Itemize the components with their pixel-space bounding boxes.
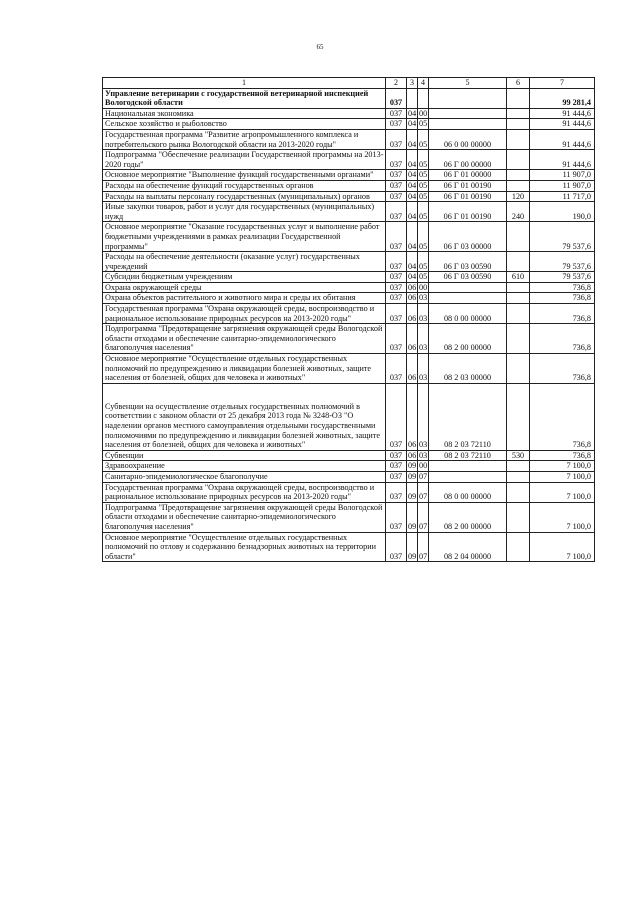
table-row — [103, 304, 595, 324]
row-subsection: 05 — [419, 170, 428, 180]
row-target-article: 08 2 03 00000 — [429, 354, 507, 384]
row-target-article — [429, 119, 507, 130]
row-code: 037 — [386, 180, 407, 191]
table-row — [103, 180, 595, 191]
row-target-article: 08 0 00 00000 — [429, 304, 507, 324]
row-name: Расходы на обеспечение деятельности (оказание услуг) государственных учреждений — [103, 252, 386, 272]
table-row — [103, 191, 595, 202]
column-header: 1 — [103, 78, 386, 89]
row-section: 06 — [407, 304, 418, 324]
row-amount: 91 444,6 — [530, 108, 595, 119]
row-subsection: 03 — [418, 324, 429, 354]
row-name: Сельское хозяйство и рыболовство — [103, 119, 386, 130]
row-name: Подпрограмма "Предотвращение загрязнения окружающей среды Вологодской области отходами и обеспечение санитарно-эпидемиологического благополучия населения" — [103, 324, 386, 354]
row-section: 09 — [408, 461, 417, 471]
table-row — [103, 252, 595, 272]
row-name: Государственная программа "Развитие агропромышленного комплекса и потребительского рынка Вологодской области на 2013-2020 годы" — [103, 129, 386, 149]
row-amount: 190,0 — [530, 202, 595, 222]
row-section: 09 — [407, 502, 418, 532]
row-expense-type — [507, 252, 530, 272]
row-code: 037 — [386, 304, 407, 324]
row-amount: 736,8 — [530, 304, 595, 324]
row-name: Основное мероприятие "Оказание государственных услуг и выполнение работ бюджетными учреждениями в рамках реализации Государственной программы" — [103, 222, 386, 252]
table-row — [103, 88, 595, 108]
row-target-article — [429, 293, 507, 304]
row-amount: 79 537,6 — [530, 272, 595, 283]
row-amount: 736,8 — [530, 282, 595, 293]
row-section: 04 — [408, 180, 417, 190]
row-target-article: 08 2 03 72110 — [429, 450, 507, 461]
row-amount: 99 281,4 — [530, 88, 595, 108]
row-expense-type — [507, 282, 530, 293]
row-section: 04 — [407, 222, 418, 252]
row-subsection — [418, 88, 429, 108]
row-section: 04 — [407, 252, 418, 272]
row-section: 04 — [407, 129, 418, 149]
row-amount: 91 444,6 — [530, 129, 595, 149]
row-name: Основное мероприятие "Выполнение функций государственными органами" — [103, 170, 386, 181]
row-section: 06 — [407, 383, 418, 450]
row-expense-type — [507, 108, 530, 119]
row-section: 04 — [408, 272, 417, 282]
row-target-article: 06 Г 01 00190 — [429, 202, 507, 222]
row-name: Национальная экономика — [103, 108, 386, 119]
column-header: 2 — [386, 78, 407, 89]
column-header: 7 — [530, 78, 595, 89]
row-section: 04 — [408, 108, 417, 118]
row-expense-type: 530 — [507, 450, 530, 461]
row-target-article: 06 Г 01 00190 — [429, 191, 507, 202]
row-section: 04 — [408, 191, 417, 201]
budget-table — [102, 77, 595, 562]
column-header: 3 — [407, 78, 418, 89]
table-row — [103, 108, 595, 119]
table-row — [103, 532, 595, 562]
column-header: 5 — [429, 78, 507, 89]
row-name: Государственная программа "Охрана окружающей среды, воспроизводство и рациональное использование природных ресурсов на 2013-2020 годы" — [103, 304, 386, 324]
row-target-article: 06 Г 01 00190 — [429, 180, 507, 191]
row-subsection: 03 — [419, 450, 428, 460]
table-header-row — [103, 78, 595, 89]
row-section: 06 — [407, 354, 418, 384]
row-name: Иные закупки товаров, работ и услуг для государственных (муниципальных) нужд — [103, 202, 386, 222]
row-code: 037 — [386, 150, 407, 170]
table-row — [103, 471, 595, 482]
row-subsection: 07 — [418, 502, 429, 532]
row-expense-type — [507, 88, 530, 108]
row-amount: 7 100,0 — [530, 532, 595, 562]
row-expense-type — [507, 324, 530, 354]
row-subsection: 05 — [419, 191, 428, 201]
row-target-article: 06 Г 03 00590 — [429, 252, 507, 272]
row-target-article: 08 0 00 00000 — [429, 482, 507, 502]
row-amount: 7 100,0 — [530, 482, 595, 502]
row-subsection: 05 — [418, 202, 429, 222]
table-row — [103, 272, 595, 283]
row-code: 037 — [386, 272, 407, 283]
row-section: 06 — [408, 282, 417, 292]
row-amount: 7 100,0 — [530, 502, 595, 532]
table-row — [103, 202, 595, 222]
row-target-article — [429, 471, 507, 482]
row-expense-type — [507, 461, 530, 472]
row-target-article: 08 2 04 00000 — [429, 532, 507, 562]
row-code: 037 — [386, 532, 407, 562]
row-subsection: 07 — [418, 482, 429, 502]
row-subsection: 00 — [419, 282, 428, 292]
row-target-article: 06 0 00 00000 — [429, 129, 507, 149]
row-amount: 11 907,0 — [530, 170, 595, 181]
row-target-article — [429, 88, 507, 108]
row-amount: 11 907,0 — [530, 180, 595, 191]
row-subsection: 00 — [419, 461, 428, 471]
row-code: 037 — [386, 354, 407, 384]
row-section: 04 — [407, 202, 418, 222]
row-target-article: 06 Г 03 00000 — [429, 222, 507, 252]
row-name: Субвенции на осуществление отдельных государственных полномочий в соответствии с законом области от 25 декабря 2013 года № 3248-ОЗ "О наделении органов местного самоуправления отдельными государственными полномочиями по предупреждению и ликвидации болезней животных, защите населения от болезней, общих для человека и животных" — [103, 383, 386, 450]
row-expense-type — [507, 304, 530, 324]
page-number: 65 — [316, 43, 324, 51]
row-subsection: 05 — [419, 119, 428, 129]
table-row — [103, 129, 595, 149]
row-expense-type — [507, 180, 530, 191]
row-subsection: 03 — [418, 383, 429, 450]
table-row — [103, 461, 595, 472]
table-row — [103, 119, 595, 130]
row-section: 06 — [408, 450, 417, 460]
row-expense-type — [507, 502, 530, 532]
row-name: Государственная программа "Охрана окружающей среды, воспроизводство и рациональное использование природных ресурсов на 2013-2020 годы" — [103, 482, 386, 502]
row-subsection: 05 — [419, 180, 428, 190]
row-code: 037 — [386, 202, 407, 222]
row-expense-type — [507, 532, 530, 562]
row-name: Охрана объектов растительного и животного мира и среды их обитания — [103, 293, 386, 304]
row-code: 037 — [386, 252, 407, 272]
row-amount: 736,8 — [530, 324, 595, 354]
row-code: 037 — [386, 170, 407, 181]
row-section — [407, 88, 418, 108]
row-code: 037 — [386, 108, 407, 119]
row-name: Расходы на выплаты персоналу государственных (муниципальных) органов — [103, 191, 386, 202]
row-section: 04 — [408, 170, 417, 180]
row-code: 037 — [386, 88, 407, 108]
row-expense-type — [507, 293, 530, 304]
row-amount: 91 444,6 — [530, 150, 595, 170]
column-header: 6 — [507, 78, 530, 89]
row-expense-type: 610 — [507, 272, 530, 283]
row-expense-type — [507, 119, 530, 130]
row-section: 04 — [408, 119, 417, 129]
row-subsection: 03 — [419, 293, 428, 303]
table-row — [103, 383, 595, 450]
row-code: 037 — [386, 222, 407, 252]
row-code: 037 — [386, 129, 407, 149]
table-row — [103, 354, 595, 384]
row-name: Санитарно-эпидемиологическое благополучие — [103, 471, 386, 482]
row-code: 037 — [386, 471, 407, 482]
row-amount: 736,8 — [530, 383, 595, 450]
row-expense-type — [507, 354, 530, 384]
table-row — [103, 222, 595, 252]
row-expense-type: 120 — [507, 191, 530, 202]
row-section: 09 — [407, 482, 418, 502]
row-expense-type — [507, 129, 530, 149]
row-amount: 736,8 — [530, 354, 595, 384]
table-row — [103, 282, 595, 293]
row-expense-type — [507, 150, 530, 170]
row-code: 037 — [386, 293, 407, 304]
row-target-article: 08 2 00 00000 — [429, 502, 507, 532]
row-amount: 7 100,0 — [530, 461, 595, 472]
row-expense-type — [507, 222, 530, 252]
row-code: 037 — [386, 383, 407, 450]
row-subsection: 05 — [418, 222, 429, 252]
row-amount: 7 100,0 — [530, 471, 595, 482]
row-subsection: 07 — [418, 532, 429, 562]
row-subsection: 07 — [419, 471, 428, 481]
row-expense-type — [507, 170, 530, 181]
row-target-article — [429, 282, 507, 293]
row-section: 09 — [407, 532, 418, 562]
row-name: Субвенции — [103, 450, 386, 461]
row-name: Расходы на обеспечение функций государственных органов — [103, 180, 386, 191]
table-row — [103, 502, 595, 532]
row-name: Субсидии бюджетным учреждениям — [103, 272, 386, 283]
row-expense-type — [507, 482, 530, 502]
row-name: Основное мероприятие "Осуществление отдельных государственных полномочий по предупреждению и ликвидации болезней животных, защите населения от болезней, общих для человека и животных" — [103, 354, 386, 384]
row-amount: 79 537,6 — [530, 222, 595, 252]
column-header: 4 — [418, 78, 429, 89]
row-target-article — [429, 461, 507, 472]
row-code: 037 — [386, 502, 407, 532]
table-row — [103, 450, 595, 461]
row-target-article: 08 2 00 00000 — [429, 324, 507, 354]
row-subsection: 05 — [418, 150, 429, 170]
row-subsection: 03 — [418, 304, 429, 324]
row-expense-type — [507, 383, 530, 450]
row-amount: 79 537,6 — [530, 252, 595, 272]
row-name: Охрана окружающей среды — [103, 282, 386, 293]
row-expense-type — [507, 471, 530, 482]
row-amount: 91 444,6 — [530, 119, 595, 130]
row-name: Подпрограмма "Предотвращение загрязнения окружающей среды Вологодской области отходами и обеспечение санитарно-эпидемиологического благополучия населения" — [103, 502, 386, 532]
row-code: 037 — [386, 324, 407, 354]
row-subsection: 05 — [419, 272, 428, 282]
row-target-article: 06 Г 03 00590 — [429, 272, 507, 283]
table-row — [103, 482, 595, 502]
row-subsection: 03 — [418, 354, 429, 384]
row-section: 06 — [408, 293, 417, 303]
row-subsection: 05 — [418, 252, 429, 272]
row-code: 037 — [386, 450, 407, 461]
row-amount: 736,8 — [530, 450, 595, 461]
row-name: Здравоохранение — [103, 461, 386, 472]
table-row — [103, 324, 595, 354]
row-expense-type: 240 — [507, 202, 530, 222]
table-row — [103, 170, 595, 181]
row-code: 037 — [386, 119, 407, 130]
row-name: Основное мероприятие "Осуществление отдельных государственных полномочий по отлову и содержанию безнадзорных животных на территории области" — [103, 532, 386, 562]
table-row — [103, 293, 595, 304]
row-target-article: 06 Г 01 00000 — [429, 170, 507, 181]
row-amount: 11 717,0 — [530, 191, 595, 202]
row-name: Подпрограмма "Обеспечение реализации Государственной программы на 2013-2020 годы" — [103, 150, 386, 170]
row-section: 04 — [407, 150, 418, 170]
row-code: 037 — [386, 282, 407, 293]
row-amount: 736,8 — [530, 293, 595, 304]
table-row — [103, 150, 595, 170]
row-section: 06 — [407, 324, 418, 354]
row-target-article — [429, 108, 507, 119]
row-target-article: 06 Г 00 00000 — [429, 150, 507, 170]
row-subsection: 00 — [419, 108, 428, 118]
row-code: 037 — [386, 461, 407, 472]
row-code: 037 — [386, 191, 407, 202]
row-name: Управление ветеринарии с государственной ветеринарной инспекцией Вологодской области — [103, 88, 386, 108]
row-subsection: 05 — [418, 129, 429, 149]
row-section: 09 — [408, 471, 417, 481]
row-target-article: 08 2 03 72110 — [429, 383, 507, 450]
row-code: 037 — [386, 482, 407, 502]
